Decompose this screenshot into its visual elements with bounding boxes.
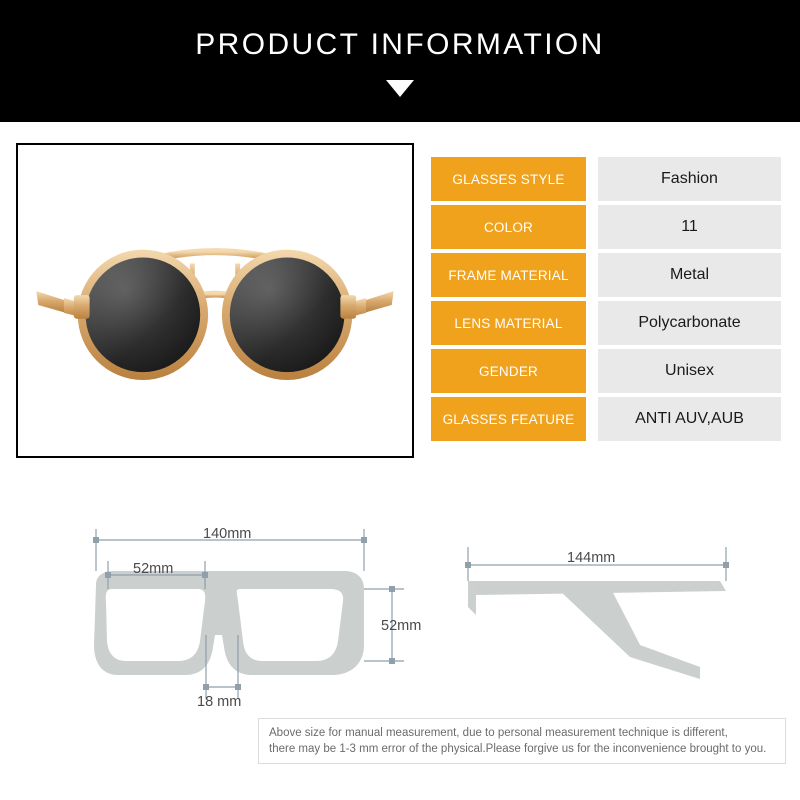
table-row (431, 349, 785, 393)
dim-label-temple: 144mm (567, 550, 616, 566)
table-row (431, 253, 785, 297)
spec-key: GENDER (431, 349, 586, 393)
dim-label-lens-width: 52mm (133, 561, 174, 577)
spec-key: LENS MATERIAL (431, 301, 586, 345)
specification-table (431, 157, 785, 445)
spec-value: ANTI AUV,AUB (598, 397, 781, 441)
side-view-temple (468, 581, 726, 679)
product-image (18, 145, 412, 456)
table-row (431, 397, 785, 441)
dim-label-front-width: 140mm (203, 526, 252, 542)
spec-value: Polycarbonate (598, 301, 781, 345)
product-image-panel (16, 143, 414, 458)
table-row (431, 205, 785, 249)
spec-key: COLOR (431, 205, 586, 249)
table-row (431, 301, 785, 345)
table-row (431, 157, 785, 201)
triangle-down-icon (386, 80, 414, 97)
spec-key: FRAME MATERIAL (431, 253, 586, 297)
dim-label-lens-height: 52mm (381, 618, 422, 634)
page-header (0, 0, 800, 122)
disclaimer-line-2: there may be 1-3 mm error of the physical.Please forgive us for the inconvenience brought to you. (269, 743, 767, 755)
spec-value: Metal (598, 253, 781, 297)
page-title: PRODUCT INFORMATION (195, 28, 605, 61)
measurement-disclaimer (258, 718, 786, 764)
dimension-diagram (0, 495, 800, 745)
disclaimer-line-1: Above size for manual measurement, due to personal measurement technique is different, (269, 727, 728, 739)
spec-value: 11 (598, 205, 781, 249)
dim-label-bridge: 18 mm (197, 694, 242, 710)
spec-key: GLASSES FEATURE (431, 397, 586, 441)
spec-value: Unisex (598, 349, 781, 393)
spec-value: Fashion (598, 157, 781, 201)
spec-key: GLASSES STYLE (431, 157, 586, 201)
